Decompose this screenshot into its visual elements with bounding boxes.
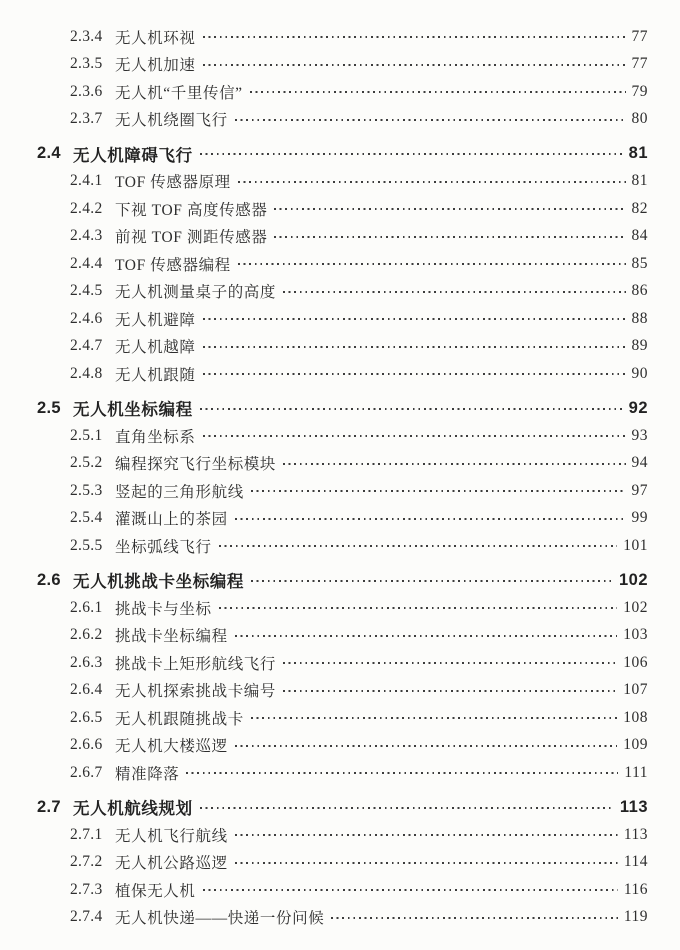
entry-title: 无人机测量桌子的高度	[115, 284, 277, 302]
entry-page-number: 97	[631, 481, 648, 499]
dot-leader	[274, 208, 625, 210]
toc-entry	[37, 78, 648, 106]
dot-leader	[274, 236, 625, 238]
entry-page-number: 107	[623, 681, 648, 699]
entry-page-number: 89	[631, 337, 648, 355]
entry-title: 植保无人机	[115, 882, 196, 900]
entry-page-number: 85	[631, 254, 648, 272]
entry-title: TOF 传感器原理	[115, 174, 231, 192]
entry-title: 无人机加速	[115, 57, 196, 75]
toc-entry	[37, 567, 648, 595]
entry-title: 灌溉山上的茶园	[115, 511, 228, 529]
entry-page-number: 90	[631, 364, 648, 382]
dot-leader	[235, 862, 618, 864]
entry-title: 无人机公路巡逻	[115, 855, 228, 873]
toc-entry	[37, 395, 648, 423]
entry-title: 挑战卡与坐标	[115, 600, 212, 618]
entry-page-number: 108	[623, 708, 648, 726]
dot-leader	[251, 717, 617, 719]
entry-title: 下视 TOF 高度传感器	[115, 201, 268, 219]
toc-entry	[37, 333, 648, 361]
entry-number: 2.4.4	[70, 254, 103, 272]
toc-entry	[37, 450, 648, 478]
toc-entry	[37, 195, 648, 223]
dot-leader	[203, 435, 626, 437]
entry-number: 2.4.7	[70, 337, 103, 355]
toc-entry	[37, 168, 648, 196]
toc-entry	[37, 849, 648, 877]
entry-title: 直角坐标系	[115, 428, 196, 446]
toc-entry	[37, 106, 648, 134]
entry-number: 2.6.3	[70, 653, 103, 671]
entry-page-number: 92	[628, 398, 648, 417]
entry-number: 2.4.6	[70, 309, 103, 327]
dot-leader	[238, 263, 626, 265]
entry-page-number: 106	[623, 653, 648, 671]
entry-number: 2.7.3	[70, 880, 103, 898]
entry-number: 2.5.3	[70, 481, 103, 499]
dot-leader	[235, 518, 626, 520]
entry-title: 挑战卡上矩形航线飞行	[115, 655, 277, 673]
dot-leader	[251, 490, 626, 492]
dot-leader	[219, 545, 618, 547]
entry-number: 2.6.5	[70, 708, 103, 726]
entry-number: 2.4	[37, 144, 61, 163]
entry-page-number: 116	[623, 880, 648, 898]
dot-leader	[219, 607, 618, 609]
dot-leader	[283, 690, 617, 692]
toc-entry	[37, 876, 648, 904]
entry-title: 无人机跟随	[115, 366, 196, 384]
dot-leader	[331, 917, 618, 919]
entry-page-number: 84	[631, 227, 648, 245]
entry-title: 无人机“千里传信”	[115, 84, 243, 102]
toc-entry	[37, 732, 648, 760]
entry-title: 无人机大楼巡逻	[115, 738, 228, 756]
dot-leader	[203, 64, 626, 66]
entry-title: 精准降落	[115, 765, 180, 783]
dot-leader	[200, 408, 623, 410]
toc-entry	[37, 477, 648, 505]
entry-title: 无人机探索挑战卡编号	[115, 683, 277, 701]
entry-title: 无人机避障	[115, 311, 196, 329]
entry-page-number: 93	[631, 426, 648, 444]
toc-entry	[37, 794, 648, 822]
entry-page-number: 88	[631, 309, 648, 327]
entry-page-number: 81	[631, 172, 648, 190]
dot-leader	[203, 346, 626, 348]
entry-number: 2.4.8	[70, 364, 103, 382]
entry-page-number: 86	[631, 282, 648, 300]
entry-number: 2.3.5	[70, 55, 103, 73]
dot-leader	[200, 153, 623, 155]
toc-entry	[37, 677, 648, 705]
toc-entry	[37, 278, 648, 306]
entry-number: 2.5.5	[70, 536, 103, 554]
entry-number: 2.7.1	[70, 825, 103, 843]
entry-title: 竖起的三角形航线	[115, 483, 244, 501]
toc-entry	[37, 140, 648, 168]
entry-number: 2.5	[37, 398, 61, 417]
entry-number: 2.7	[37, 797, 61, 816]
entry-number: 2.7.2	[70, 853, 103, 871]
toc-entry	[37, 422, 648, 450]
toc-entry	[37, 759, 648, 787]
dot-leader	[235, 745, 618, 747]
entry-title: 无人机飞行航线	[115, 827, 228, 845]
entry-number: 2.4.5	[70, 282, 103, 300]
toc-entry	[37, 594, 648, 622]
entry-page-number: 81	[628, 144, 648, 163]
entry-page-number: 101	[623, 536, 648, 554]
entry-title: 无人机航线规划	[73, 800, 193, 819]
entry-title: TOF 传感器编程	[115, 256, 231, 274]
entry-number: 2.6.1	[70, 598, 103, 616]
dot-leader	[235, 635, 618, 637]
toc-entry	[37, 532, 648, 560]
entry-page-number: 94	[631, 454, 648, 472]
entry-number: 2.6.7	[70, 763, 103, 781]
entry-page-number: 77	[631, 55, 648, 73]
entry-title: 坐标弧线飞行	[115, 538, 212, 556]
dot-leader	[251, 580, 613, 582]
toc-list	[37, 23, 648, 931]
entry-page-number: 109	[623, 736, 648, 754]
entry-title: 无人机障碍飞行	[73, 146, 193, 165]
toc-entry	[37, 505, 648, 533]
dot-leader	[235, 119, 626, 121]
entry-title: 无人机跟随挑战卡	[115, 710, 244, 728]
entry-title: 无人机绕圈飞行	[115, 112, 228, 130]
entry-title: 编程探究飞行坐标模块	[115, 456, 277, 474]
toc-entry	[37, 704, 648, 732]
entry-number: 2.3.7	[70, 110, 103, 128]
entry-number: 2.5.1	[70, 426, 103, 444]
entry-number: 2.4.1	[70, 172, 103, 190]
entry-page-number: 102	[618, 570, 648, 589]
entry-page-number: 99	[631, 509, 648, 527]
dot-leader	[283, 662, 617, 664]
dot-leader	[186, 772, 618, 774]
toc-entry	[37, 821, 648, 849]
entry-page-number: 102	[623, 598, 648, 616]
entry-page-number: 113	[623, 825, 648, 843]
entry-number: 2.4.3	[70, 227, 103, 245]
toc-entry	[37, 23, 648, 51]
dot-leader	[203, 889, 618, 891]
entry-number: 2.5.2	[70, 454, 103, 472]
entry-page-number: 119	[623, 908, 648, 926]
entry-page-number: 113	[619, 797, 648, 816]
entry-page-number: 79	[631, 82, 648, 100]
toc-entry	[37, 649, 648, 677]
dot-leader	[283, 463, 625, 465]
dot-leader	[203, 318, 626, 320]
entry-number: 2.6.4	[70, 681, 103, 699]
dot-leader	[283, 291, 625, 293]
entry-page-number: 114	[623, 853, 648, 871]
toc-entry	[37, 305, 648, 333]
entry-number: 2.6.6	[70, 736, 103, 754]
entry-number: 2.5.4	[70, 509, 103, 527]
toc-entry	[37, 250, 648, 278]
dot-leader	[200, 807, 614, 809]
entry-page-number: 82	[631, 199, 648, 217]
entry-title: 无人机挑战卡坐标编程	[73, 573, 244, 592]
entry-page-number: 77	[631, 27, 648, 45]
dot-leader	[235, 834, 618, 836]
entry-title: 无人机越障	[115, 339, 196, 357]
entry-number: 2.3.4	[70, 27, 103, 45]
dot-leader	[203, 373, 626, 375]
dot-leader	[250, 91, 626, 93]
entry-title: 无人机坐标编程	[73, 401, 193, 420]
toc-entry	[37, 904, 648, 932]
entry-number: 2.6	[37, 570, 61, 589]
entry-title: 无人机快递——快递一份问候	[115, 910, 325, 928]
dot-leader	[203, 36, 626, 38]
toc-entry	[37, 51, 648, 79]
entry-page-number: 80	[631, 110, 648, 128]
entry-number: 2.3.6	[70, 82, 103, 100]
entry-page-number: 103	[623, 626, 648, 644]
entry-number: 2.6.2	[70, 626, 103, 644]
entry-page-number: 111	[624, 763, 648, 781]
entry-title: 无人机环视	[115, 29, 196, 47]
toc-entry	[37, 360, 648, 388]
toc-entry	[37, 223, 648, 251]
entry-number: 2.4.2	[70, 199, 103, 217]
dot-leader	[238, 181, 626, 183]
entry-title: 前视 TOF 测距传感器	[115, 229, 268, 247]
entry-number: 2.7.4	[70, 908, 103, 926]
entry-title: 挑战卡坐标编程	[115, 628, 228, 646]
toc-entry	[37, 622, 648, 650]
